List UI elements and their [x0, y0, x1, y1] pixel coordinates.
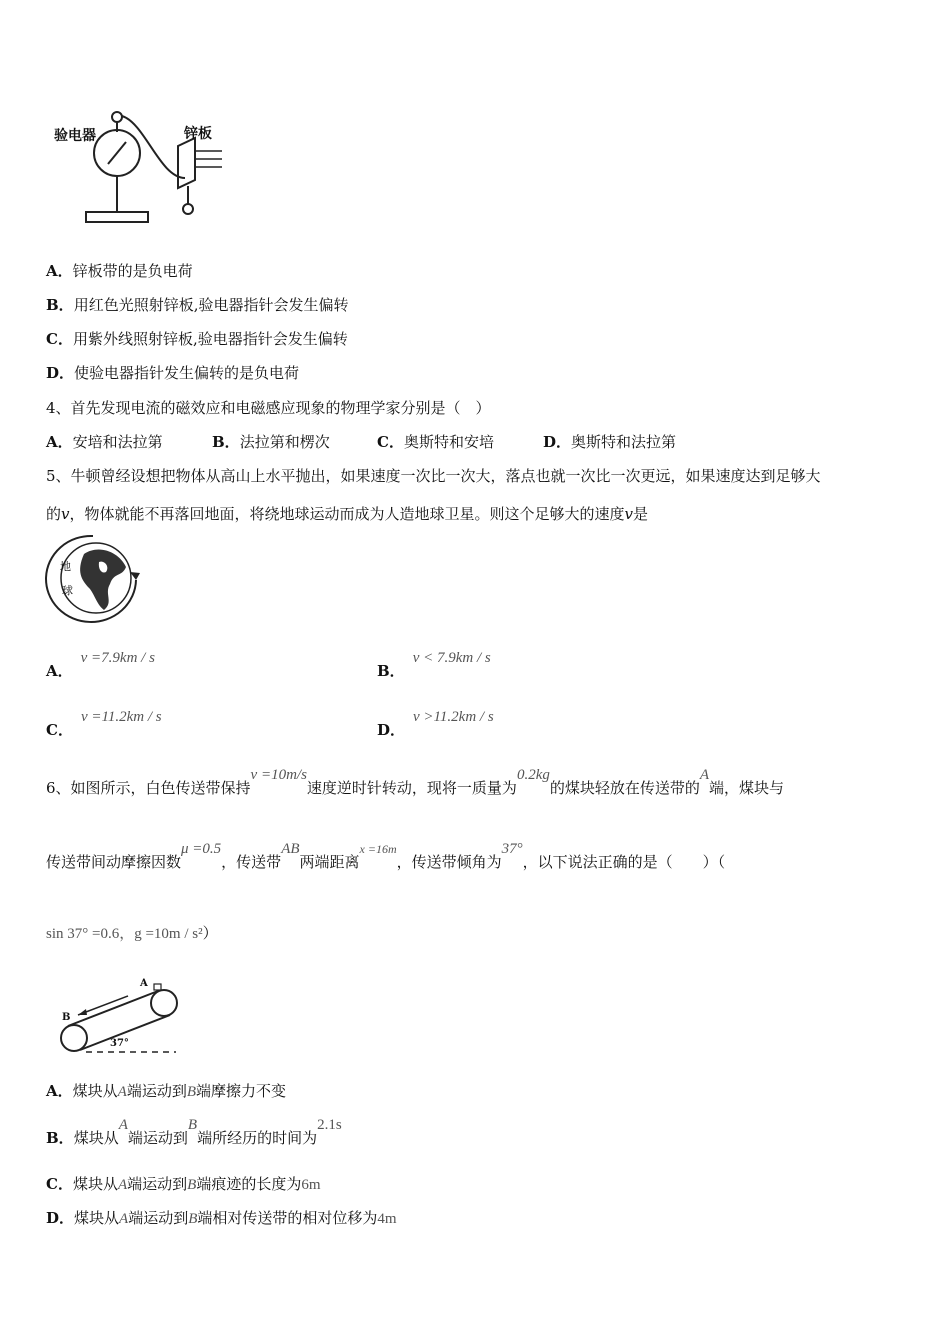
q6-stem-line3: sin 37° =0.6，g =10m / s²）	[46, 924, 218, 942]
q4-stem: 4、首先发现电流的磁效应和电磁感应现象的物理学家分别是（ ）	[46, 399, 491, 417]
earth-label-1: 地	[60, 560, 71, 573]
earth-figure	[44, 532, 142, 624]
q5-option-c: C．v =11.2km / s	[46, 709, 162, 739]
q5-stem-line2: 的v，物体就能不再落回地面，将绕地球运动而成为人造地球卫星。则这个足够大的速度v是	[46, 505, 649, 523]
zinc-plate-label: 锌板	[184, 126, 212, 142]
electroscope-label: 验电器	[54, 128, 96, 144]
earth-orbit-diagram	[44, 532, 142, 624]
belt-end-a-label: A	[140, 978, 148, 989]
belt-end-b-label: B	[62, 1012, 71, 1023]
q5-option-b: B．v < 7.9km / s	[377, 650, 491, 680]
q6-option-c: C．煤块从A端运动到B端痕迹的长度为6m	[46, 1175, 321, 1193]
q6-option-a: A．煤块从A端运动到B端摩擦力不变	[46, 1082, 287, 1100]
belt-angle-label: 37°	[110, 1038, 129, 1049]
conveyor-figure	[56, 978, 186, 1058]
q5-option-a: A．v =7.9km / s	[46, 650, 155, 680]
electroscope-figure	[50, 108, 240, 233]
q4-option-b: B．法拉第和楞次	[212, 433, 330, 451]
q4-option-a: A．安培和法拉第	[46, 433, 163, 451]
q5-option-d: D．v >11.2km / s	[377, 709, 494, 739]
q5-stem-line1: 5、牛顿曾经设想把物体从高山上水平抛出，如果速度一次比一次大，落点也就一次比一次更远，如果速度达到足够大	[46, 467, 821, 485]
q3-option-b: B．用红色光照射锌板,验电器指针会发生偏转	[46, 296, 349, 314]
q6-stem-line1: 6、如图所示，白色传送带保持v =10m/s速度逆时针转动，现将一质量为0.2kg的煤块轻放在传送带的A端，煤块与	[46, 767, 785, 797]
q6-option-b: B．煤块从A端运动到B端所经历的时间为2.1s	[46, 1117, 342, 1147]
q3-option-a: A．锌板带的是负电荷	[46, 262, 193, 280]
earth-label-2: 球	[62, 584, 73, 597]
q4-option-c: C．奥斯特和安培	[377, 433, 494, 451]
q6-stem-line2: 传送带间动摩擦因数μ =0.5，传送带AB两端距离$^{x =16m}$，传送带倾角为37°，以下说法正确的是（ ）（	[46, 841, 726, 871]
q4-option-d: D．奥斯特和法拉第	[543, 433, 677, 451]
q3-option-c: C．用紫外线照射锌板,验电器指针会发生偏转	[46, 330, 348, 348]
q3-option-d: D．使验电器指针发生偏转的是负电荷	[46, 364, 300, 382]
q6-option-d: D．煤块从A端运动到B端相对传送带的相对位移为4m	[46, 1209, 397, 1227]
